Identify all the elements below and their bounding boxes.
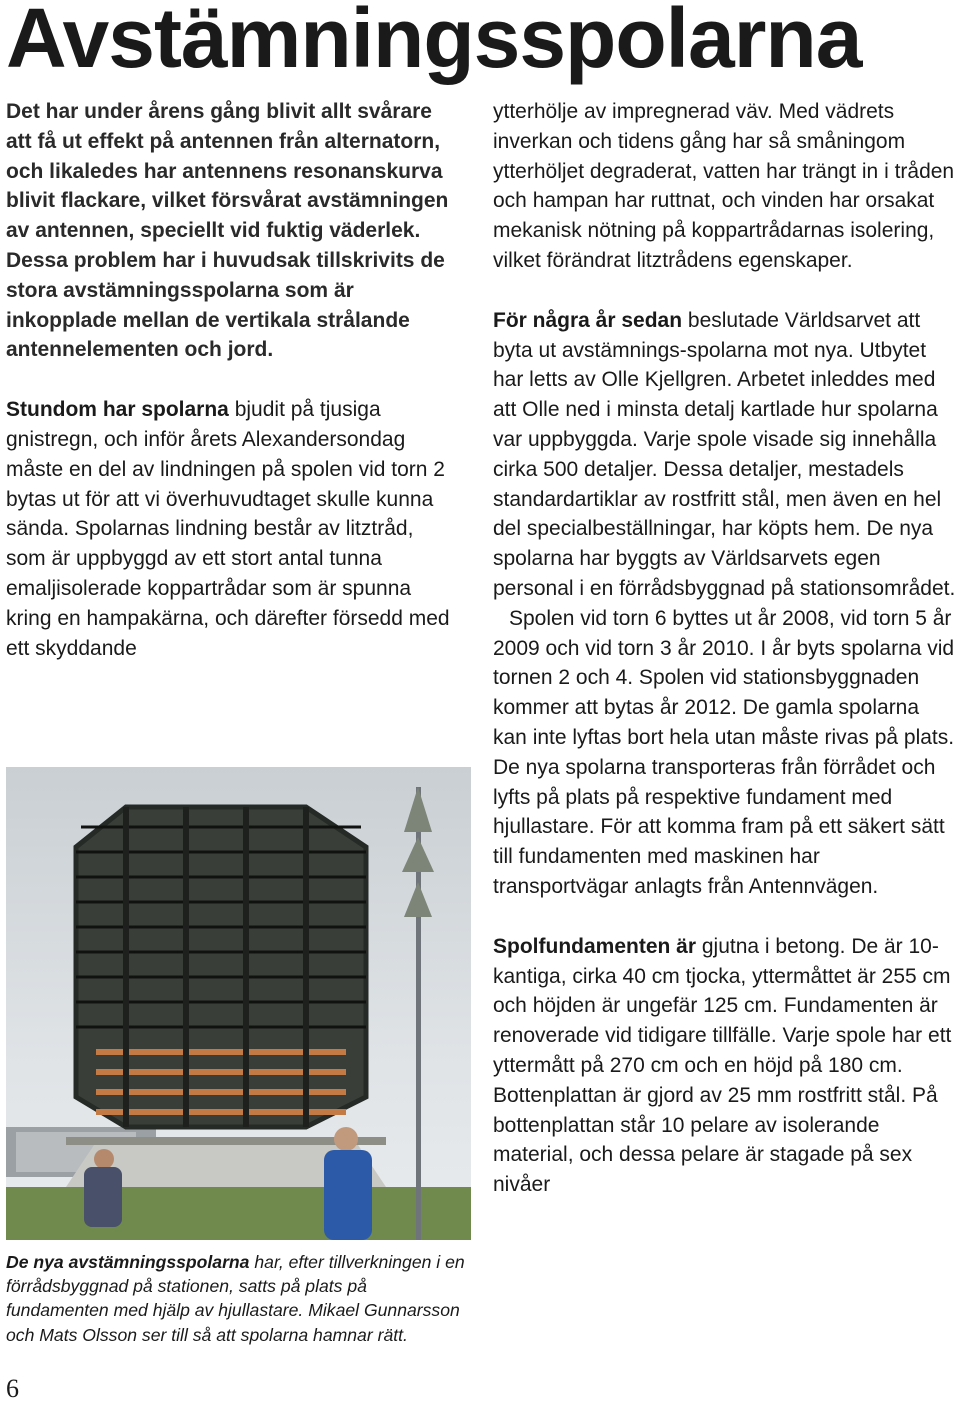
right-column	[493, 97, 958, 1200]
paragraph-lead-in: Stundom har spolarna	[6, 398, 229, 422]
body-paragraph	[6, 395, 454, 663]
body-paragraph: ytterhölje av impregnerad väv. Med vädrets inverkan och tidens gång har så småningom ytterhöljet degraderat, vatten har trängt in i tråden och hampan har ruttnat, och vinden har orsakat mekanisk nötning på koppartrådarnas isolering, vilket förändrat litztrådens egenskaper.	[493, 100, 955, 272]
left-column	[6, 97, 454, 663]
paragraph-text: beslutade Världsarvet att byta ut avstämnings-spolarna mot nya. Utbytet har letts av Olle Kjellgren. Arbetet inleddes med att Olle ned i minsta detalj kartlade hur spolarna var uppbyggda. Varje spole visade sig innehålla cirka 500 detaljer. Dessa detaljer, mestadels standardartiklar av rostfritt stål, men även en hel del specialbeställningar, har köpts hem. De nya spolarna har byggts av Världsarvets egen personal i en förrådsbyggnad på stationsområdet.	[493, 308, 956, 600]
photo-caption	[6, 1250, 471, 1347]
paragraph-lead-in: För några år sedan	[493, 308, 683, 332]
caption-lead-in: De nya avstämningsspolarna	[6, 1252, 250, 1272]
lead-paragraph: Det har under årens gång blivit allt svårare att få ut effekt på antennen från alternatorn, och likaledes har antennens resonanskurva blivit flackare, vilket försvårat avstämningen av antennen, speciellt vid fuktig väderlek. Dessa problem har i huvudsak tillskrivits de stora avstämningsspolarna som är inkopplade mellan de vertikala strålande antennelementen och jord.	[6, 100, 449, 362]
caption-text: har, efter tillverkningen i en förrådsbyggnad på stationen, satts på plats på fundamenten med hjälp av hjullastare. Mikael Gunnarsson och Mats Olsson ser till så att spolarna hamnar rätt.	[6, 1252, 465, 1345]
coil-photo-illustration	[6, 767, 471, 1240]
body-paragraph: Spolen vid torn 6 byttes ut år 2008, vid torn 5 år 2009 och vid torn 3 år 2010. I år byts spolarna vid tornen 2 och 4. Spolen vid stationsbyggnaden kommer att bytas år 2012. De gamla spolarna kan inte lyftas bort hela utan måste rivas på plats. De nya spolarna transporteras från förrådet och lyfts på plats på respektive fundament med hjullastare. För att komma fram på ett säkert sätt till fundamenten med maskinen har transportvägar anlagts från Antennvägen.	[493, 606, 955, 898]
page-number: 6	[6, 1374, 19, 1403]
body-paragraph	[493, 306, 958, 604]
article-title: Avstämningsspolarna	[6, 0, 862, 85]
coil-photo	[6, 767, 471, 1240]
paragraph-text: bjudit på tjusiga gnistregn, och inför årets Alexandersondag måste en del av lindningen på spolen vid torn 2 bytas ut för att vi överhuvudtaget skulle kunna sända. Spolarnas lindning består av litztråd, som är uppbyggd av ett stort antal tunna emaljisolerade koppartrådar som är spunna kring en hampakärna, och därefter försedd med ett skyddande	[6, 398, 450, 660]
body-paragraph	[493, 932, 958, 1200]
paragraph-text: gjutna i betong. De är 10-kantiga, cirka 40 cm tjocka, yttermåttet är 255 cm och höjden är ungefär 125 cm. Fundamenten är renoverade vid tidigare tillfälle. Varje spole har ett yttermått på 270 cm och en höjd på 180 cm. Bottenplattan är gjord av 25 mm rostfritt stål. På bottenplattan står 10 pelare av isolerande material, och dessa pelare är stagade på sex nivåer	[493, 934, 952, 1197]
paragraph-lead-in: Spolfundamenten är	[493, 934, 697, 958]
